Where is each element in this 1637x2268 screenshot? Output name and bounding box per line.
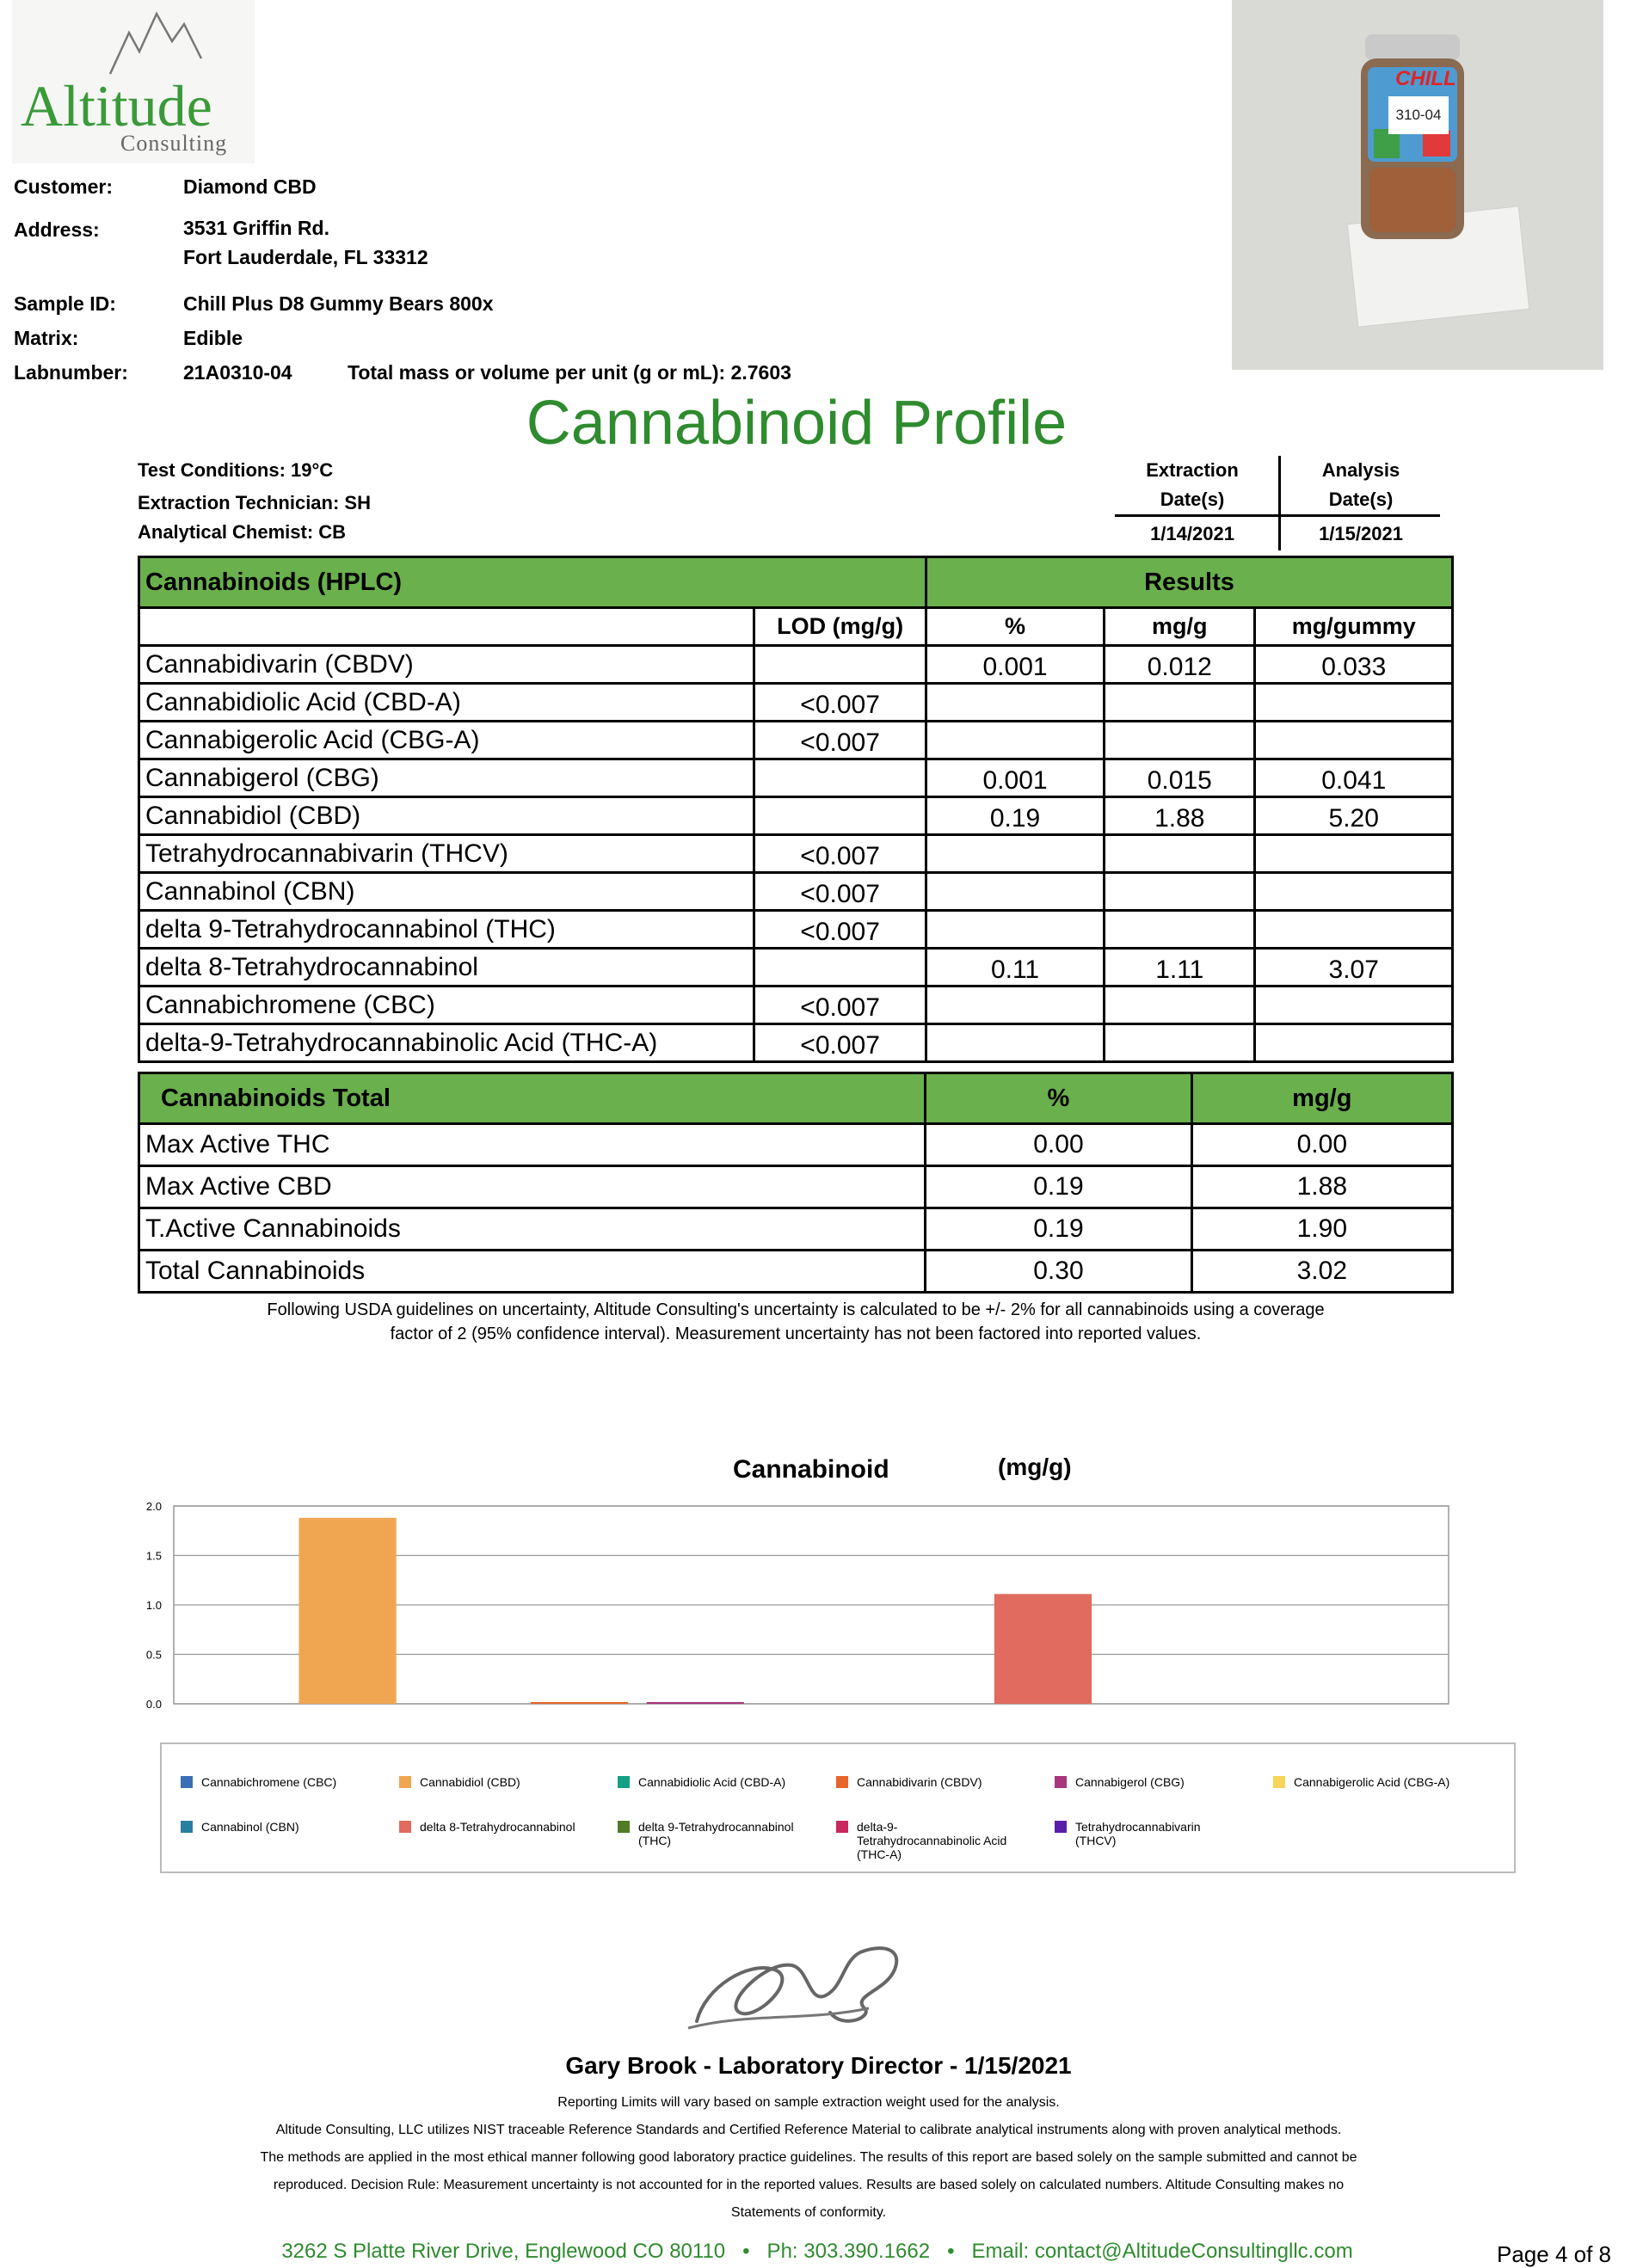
total-name: Max Active THC [139, 1124, 926, 1166]
total-mgg: 3.02 [1191, 1251, 1452, 1293]
mggummy-value: 0.033 [1255, 646, 1453, 684]
header-value-address: 3531 Griffin Rd. [183, 217, 329, 239]
legend-label: Cannabidiol (CBD) [420, 1775, 520, 1789]
table-row [139, 911, 1453, 949]
header-value-city: Fort Lauderdale, FL 33312 [183, 246, 428, 268]
legend-label: Cannabidiolic Acid (CBD-A) [638, 1775, 786, 1789]
y-tick-label: 0.5 [145, 1648, 162, 1662]
bar-1 [299, 1518, 397, 1704]
legend-item [1055, 1775, 1265, 1789]
table-row [139, 1166, 1453, 1208]
chart-legend [160, 1742, 1516, 1873]
legend-item [399, 1820, 609, 1834]
legend-label: Cannabinol (CBN) [201, 1820, 299, 1834]
legend-label: Cannabigerol (CBG) [1075, 1775, 1185, 1789]
cannabinoid-name: Cannabidiolic Acid (CBD-A) [139, 684, 754, 722]
totals-header-row [139, 1073, 1453, 1124]
legend-label: Cannabidivarin (CBDV) [857, 1775, 982, 1789]
mgg-value [1105, 684, 1255, 722]
legend-swatch [399, 1776, 411, 1788]
results-header-row [139, 557, 1453, 608]
mggummy-value [1255, 986, 1453, 1024]
legend-label: delta 8-Tetrahydrocannabinol [420, 1820, 575, 1834]
cannabinoid-name: Cannabidiol (CBD) [139, 797, 754, 835]
cannabinoid-name: delta-9-Tetrahydrocannabinolic Acid (THC-A) [139, 1024, 754, 1062]
analytical-chemist: Analytical Chemist: CB [138, 521, 347, 543]
legend-item [618, 1820, 828, 1847]
signature-icon [680, 1927, 920, 2038]
legend-label: Cannabigerolic Acid (CBG-A) [1294, 1775, 1450, 1789]
legend-label: delta-9-Tetrahydrocannabinolic Acid (THC-A) [857, 1820, 1007, 1861]
mggummy-value [1255, 1024, 1453, 1062]
lod-value: <0.007 [754, 684, 926, 722]
footer-line-3: The methods are applied in the most ethical manner following good laboratory practice guidelines. The results of this report are based solely on the sample submitted and cannot be [260, 2150, 1357, 2165]
mggummy-value: 0.041 [1255, 759, 1453, 797]
table-row [139, 1124, 1453, 1166]
total-pct: 0.19 [926, 1208, 1191, 1251]
lod-value [754, 797, 926, 835]
header-value-matrix: Edible [183, 327, 243, 349]
mggummy-value: 3.07 [1255, 949, 1453, 986]
legend-swatch [836, 1776, 848, 1788]
cannabinoid-name: Tetrahydrocannabivarin (THCV) [139, 835, 754, 873]
mgg-value [1105, 1024, 1255, 1062]
mgg-value: 1.88 [1105, 797, 1255, 835]
column-header-mgg: mg/g [1105, 608, 1255, 646]
bar-7 [994, 1594, 1092, 1704]
mggummy-value: 5.20 [1255, 797, 1453, 835]
total-pct: 0.19 [926, 1166, 1191, 1208]
lod-value: <0.007 [754, 1024, 926, 1062]
cannabinoid-name: Cannabidivarin (CBDV) [139, 646, 754, 684]
mggummy-value [1255, 722, 1453, 759]
pct-value [926, 835, 1104, 873]
lod-value [754, 949, 926, 986]
column-header-name [139, 608, 754, 646]
mggummy-value [1255, 684, 1453, 722]
legend-swatch [181, 1776, 193, 1788]
legend-label: Cannabichromene (CBC) [201, 1775, 337, 1789]
uncertainty-note-2: factor of 2 (95% confidence interval). Measurement uncertainty has not been factored into reported values. [390, 1325, 1202, 1343]
jar-image-icon [1232, 0, 1603, 370]
mgg-value [1105, 835, 1255, 873]
legend-swatch [399, 1821, 411, 1833]
header-label-customer: Customer: [14, 175, 114, 198]
legend-item [399, 1775, 609, 1789]
extraction-date: 1/14/2021 [1150, 523, 1234, 544]
jar-label: CHILL [1395, 67, 1456, 90]
section-label-hplc: Cannabinoids (HPLC) [139, 557, 926, 608]
table-row [139, 986, 1453, 1024]
extraction-technician: Extraction Technician: SH [138, 492, 371, 513]
table-row [139, 1208, 1453, 1251]
totals-column-pct: % [926, 1073, 1191, 1124]
total-mgg: 1.90 [1191, 1208, 1452, 1251]
dates-block [1115, 451, 1437, 550]
pct-value: 0.11 [926, 949, 1104, 986]
header-value-customer: Diamond CBD [183, 175, 317, 198]
lod-value: <0.007 [754, 722, 926, 759]
lod-value: <0.007 [754, 835, 926, 873]
page-title: Cannabinoid Profile [526, 389, 1068, 458]
total-mgg: 0.00 [1191, 1124, 1452, 1166]
uncertainty-note-1: Following USDA guidelines on uncertainty, Altitude Consulting's uncertainty is calculated to be +/- 2% for all cannabinoids using a coverage [267, 1300, 1325, 1319]
legend-item [836, 1775, 1046, 1789]
extraction-date-label: Extraction [1146, 459, 1239, 481]
signatory-name: Gary Brook - Laboratory Director - 1/15/2021 [565, 2052, 1072, 2079]
mgg-value: 0.012 [1105, 646, 1255, 684]
mggummy-value [1255, 873, 1453, 911]
product-photo [1232, 0, 1603, 370]
pct-value [926, 1024, 1104, 1062]
totals-column-mgg: mg/g [1191, 1073, 1452, 1124]
column-header-row [139, 608, 1453, 646]
table-row [139, 759, 1453, 797]
analysis-date: 1/15/2021 [1319, 523, 1403, 544]
total-name: Total Cannabinoids [139, 1251, 926, 1293]
analysis-date-label: Analysis [1321, 459, 1400, 481]
logo-name: Altitude [21, 73, 212, 138]
mggummy-value [1255, 835, 1453, 873]
footer-line-5: Statements of conformity. [730, 2205, 887, 2220]
lod-value: <0.007 [754, 873, 926, 911]
legend-label: Tetrahydrocannabivarin (THCV) [1075, 1820, 1201, 1847]
table-row [139, 835, 1453, 873]
results-label: Results [926, 557, 1452, 608]
y-tick-label: 0.0 [145, 1698, 162, 1711]
mggummy-value [1255, 911, 1453, 949]
legend-item [181, 1775, 391, 1789]
legend-swatch [836, 1821, 848, 1833]
lod-value: <0.007 [754, 986, 926, 1024]
pct-value [926, 873, 1104, 911]
jar-handwriting: 310-04 [1388, 96, 1449, 134]
column-header-pct: % [926, 608, 1104, 646]
y-tick-label: 1.5 [145, 1549, 162, 1563]
pct-value [926, 684, 1104, 722]
mgg-value [1105, 911, 1255, 949]
legend-swatch [1273, 1776, 1285, 1788]
cannabinoid-name: delta 9-Tetrahydrocannabinol (THC) [139, 911, 754, 949]
pct-value [926, 911, 1104, 949]
header-value-sample-id: Chill Plus D8 Gummy Bears 800x [183, 292, 494, 315]
chart-title: Cannabinoid [733, 1455, 889, 1484]
cannabinoid-name: Cannabinol (CBN) [139, 873, 754, 911]
header-value-labnumber: 21A0310-04 [183, 361, 292, 384]
extraction-date-label-2: Date(s) [1160, 489, 1225, 510]
totals-table [138, 1072, 1454, 1294]
pct-value: 0.19 [926, 797, 1104, 835]
legend-item [1273, 1775, 1483, 1789]
bar-chart [120, 1492, 1505, 1750]
legend-swatch [181, 1821, 193, 1833]
header-label-sample-id: Sample ID: [14, 292, 116, 315]
cannabinoid-name: Cannabigerol (CBG) [139, 759, 754, 797]
mgg-value [1105, 986, 1255, 1024]
pct-value: 0.001 [926, 759, 1104, 797]
total-name: T.Active Cannabinoids [139, 1208, 926, 1251]
results-table [138, 556, 1454, 1063]
bar-3 [531, 1702, 628, 1704]
table-row [139, 949, 1453, 986]
mgg-value [1105, 873, 1255, 911]
legend-item [836, 1820, 1046, 1861]
mgg-value [1105, 722, 1255, 759]
chart-ylabel: (mg/g) [998, 1454, 1072, 1480]
pct-value [926, 986, 1104, 1024]
total-pct: 0.30 [926, 1251, 1191, 1293]
legend-swatch [618, 1776, 630, 1788]
legend-swatch [618, 1821, 630, 1833]
cannabinoid-name: Cannabichromene (CBC) [139, 986, 754, 1024]
table-row [139, 684, 1453, 722]
company-logo [12, 0, 255, 163]
header-label-matrix: Matrix: [14, 327, 79, 349]
legend-item [618, 1775, 828, 1789]
y-tick-label: 2.0 [145, 1500, 162, 1513]
lod-value: <0.007 [754, 911, 926, 949]
section-label-totals: Cannabinoids Total [139, 1073, 926, 1124]
lod-value [754, 646, 926, 684]
bar-4 [647, 1702, 744, 1704]
footer-line-2: Altitude Consulting, LLC utilizes NIST traceable Reference Standards and Certified Reference Material to calibrate analytical instruments along with proven analytical methods. [275, 2123, 1342, 2137]
total-mgg: 1.88 [1191, 1166, 1452, 1208]
lod-value [754, 759, 926, 797]
pct-value [926, 722, 1104, 759]
header-mass: Total mass or volume per unit (g or mL): 2.7603 [348, 361, 791, 384]
header-label-labnumber: Labnumber: [14, 361, 128, 384]
legend-item [181, 1820, 391, 1834]
table-row [139, 1024, 1453, 1062]
pct-value: 0.001 [926, 646, 1104, 684]
y-tick-label: 1.0 [145, 1599, 162, 1612]
mgg-value: 1.11 [1105, 949, 1255, 986]
footer-line-4: reproduced. Decision Rule: Measurement uncertainty is not accounted for in the reported values. Results are based solely on calculated numbers. Altitude Consulting makes no [273, 2178, 1345, 2192]
legend-item [1055, 1820, 1265, 1847]
cannabinoid-name: Cannabigerolic Acid (CBG-A) [139, 722, 754, 759]
legend-swatch [1055, 1776, 1067, 1788]
column-header-mggummy: mg/gummy [1255, 608, 1453, 646]
legend-swatch [1055, 1821, 1067, 1833]
legend-label: delta 9-Tetrahydrocannabinol (THC) [638, 1820, 794, 1847]
table-row [139, 797, 1453, 835]
cannabinoid-name: delta 8-Tetrahydrocannabinol [139, 949, 754, 986]
total-name: Max Active CBD [139, 1166, 926, 1208]
table-row [139, 722, 1453, 759]
analysis-date-label-2: Date(s) [1328, 489, 1394, 510]
column-header-lod: LOD (mg/g) [754, 608, 926, 646]
footer-line-1: Reporting Limits will vary based on sample extraction weight used for the analysis. [557, 2095, 1060, 2110]
total-pct: 0.00 [926, 1124, 1191, 1166]
mgg-value: 0.015 [1105, 759, 1255, 797]
table-row [139, 873, 1453, 911]
test-conditions: Test Conditions: 19°C [138, 459, 334, 481]
table-row [139, 1251, 1453, 1293]
header-label-address: Address: [14, 218, 100, 241]
mountain-logo-icon [105, 7, 208, 76]
logo-subtitle: Consulting [120, 131, 228, 156]
table-row [139, 646, 1453, 684]
page-number: Page 4 of 8 [1497, 2241, 1611, 2267]
contact-line: 3262 S Platte River Drive, Englewood CO 80110 • Ph: 303.390.1662 • Email: contact@AltitudeConsultingllc.com [281, 2240, 1353, 2263]
